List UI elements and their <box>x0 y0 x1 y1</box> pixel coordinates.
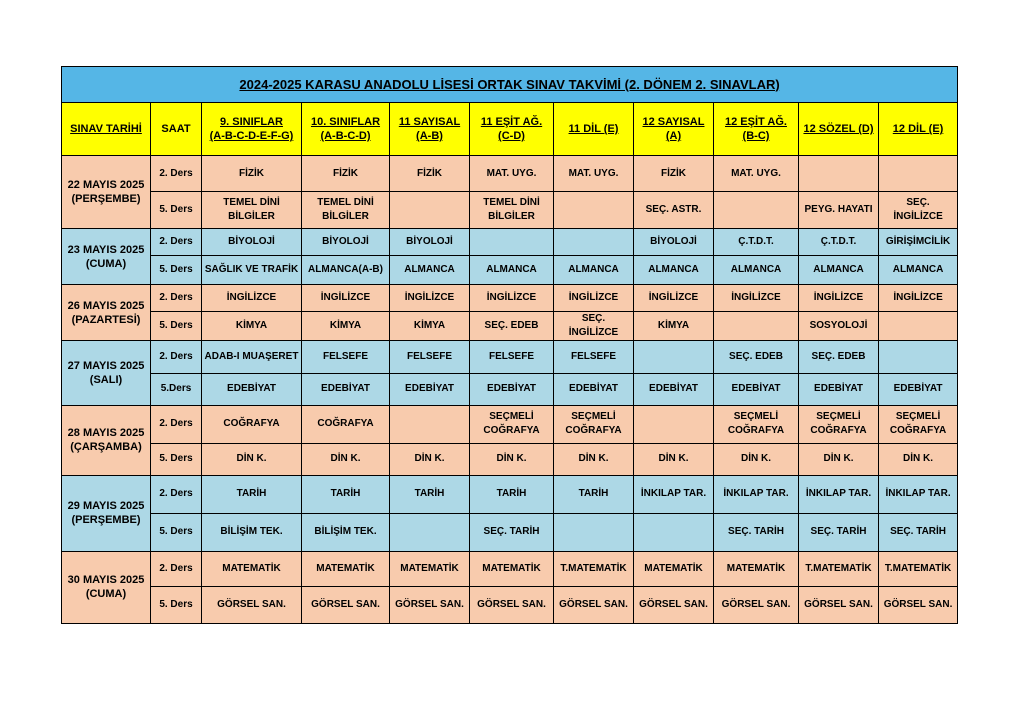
exam-subject-cell: DİN K. <box>554 443 634 475</box>
exam-subject-cell: COĞRAFYA <box>202 405 302 443</box>
exam-subject-cell: EDEBİYAT <box>799 373 879 405</box>
exam-subject-cell: KİMYA <box>390 312 470 341</box>
exam-subject-cell: EDEBİYAT <box>879 373 958 405</box>
column-header: 12 SAYISAL (A) <box>634 103 714 156</box>
table-row <box>62 156 958 192</box>
lesson-period-cell: 2. Ders <box>151 156 202 192</box>
exam-subject-cell: BİLİŞİM TEK. <box>302 513 390 551</box>
title-row <box>62 67 958 103</box>
exam-subject-cell: PEYG. HAYATI <box>799 192 879 229</box>
table-row <box>62 475 958 513</box>
exam-subject-cell: DİN K. <box>879 443 958 475</box>
lesson-period-cell: 5. Ders <box>151 443 202 475</box>
exam-subject-cell: MAT. UYG. <box>554 156 634 192</box>
exam-subject-cell <box>390 513 470 551</box>
exam-subject-cell <box>390 192 470 229</box>
exam-subject-cell: SEÇ. TARİH <box>799 513 879 551</box>
table-row <box>62 373 958 405</box>
exam-date-cell: 23 MAYIS 2025 (CUMA) <box>62 229 151 285</box>
exam-subject-cell: EDEBİYAT <box>302 373 390 405</box>
exam-subject-cell: FİZİK <box>302 156 390 192</box>
exam-subject-cell: T.MATEMATİK <box>799 551 879 586</box>
exam-subject-cell: TARİH <box>302 475 390 513</box>
exam-subject-cell: EDEBİYAT <box>202 373 302 405</box>
exam-subject-cell <box>390 405 470 443</box>
exam-subject-cell: İNGİLİZCE <box>634 285 714 312</box>
exam-date-cell: 27 MAYIS 2025 (SALI) <box>62 341 151 405</box>
table-row <box>62 551 958 586</box>
exam-subject-cell: SEÇ. TARİH <box>714 513 799 551</box>
exam-subject-cell: TEMEL DİNİ BİLGİLER <box>470 192 554 229</box>
column-header: 11 EŞİT AĞ. (C-D) <box>470 103 554 156</box>
column-header: 9. SINIFLAR (A-B-C-D-E-F-G) <box>202 103 302 156</box>
exam-subject-cell: DİN K. <box>799 443 879 475</box>
exam-subject-cell: DİN K. <box>390 443 470 475</box>
exam-subject-cell: GÖRSEL SAN. <box>554 586 634 623</box>
exam-subject-cell <box>634 513 714 551</box>
exam-subject-cell: İNGİLİZCE <box>554 285 634 312</box>
table-row <box>62 586 958 623</box>
column-header: 12 EŞİT AĞ. (B-C) <box>714 103 799 156</box>
exam-subject-cell: KİMYA <box>302 312 390 341</box>
exam-subject-cell: GÖRSEL SAN. <box>799 586 879 623</box>
exam-subject-cell: GÖRSEL SAN. <box>714 586 799 623</box>
exam-subject-cell: GÖRSEL SAN. <box>390 586 470 623</box>
exam-subject-cell: İNGİLİZCE <box>879 285 958 312</box>
lesson-period-cell: 2. Ders <box>151 229 202 256</box>
exam-subject-cell: SEÇMELİ COĞRAFYA <box>879 405 958 443</box>
exam-subject-cell: BİYOLOJİ <box>634 229 714 256</box>
lesson-period-cell: 2. Ders <box>151 475 202 513</box>
exam-subject-cell: İNGİLİZCE <box>202 285 302 312</box>
exam-subject-cell: EDEBİYAT <box>634 373 714 405</box>
exam-subject-cell: İNGİLİZCE <box>799 285 879 312</box>
exam-subject-cell: GÖRSEL SAN. <box>302 586 390 623</box>
exam-subject-cell: SEÇMELİ COĞRAFYA <box>799 405 879 443</box>
exam-subject-cell: EDEBİYAT <box>390 373 470 405</box>
exam-subject-cell: TARİH <box>554 475 634 513</box>
exam-subject-cell: ALMANCA <box>879 256 958 285</box>
table-row <box>62 256 958 285</box>
lesson-period-cell: 5. Ders <box>151 586 202 623</box>
exam-subject-cell: ALMANCA <box>799 256 879 285</box>
exam-schedule-table <box>61 66 958 624</box>
exam-subject-cell: SEÇ. TARİH <box>470 513 554 551</box>
exam-subject-cell: FELSEFE <box>302 341 390 373</box>
lesson-period-cell: 2. Ders <box>151 405 202 443</box>
exam-subject-cell <box>554 229 634 256</box>
exam-subject-cell: SEÇ. İNGİLİZCE <box>879 192 958 229</box>
exam-subject-cell <box>714 312 799 341</box>
exam-subject-cell: SEÇMELİ COĞRAFYA <box>554 405 634 443</box>
table-row <box>62 285 958 312</box>
column-header: SAAT <box>151 103 202 156</box>
exam-subject-cell: SOSYOLOJİ <box>799 312 879 341</box>
exam-subject-cell <box>879 341 958 373</box>
lesson-period-cell: 2. Ders <box>151 551 202 586</box>
exam-subject-cell: SEÇ. EDEB <box>714 341 799 373</box>
exam-subject-cell <box>799 156 879 192</box>
exam-subject-cell: SEÇ. TARİH <box>879 513 958 551</box>
exam-subject-cell: MAT. UYG. <box>470 156 554 192</box>
exam-subject-cell: TARİH <box>202 475 302 513</box>
table-row <box>62 405 958 443</box>
exam-subject-cell: MATEMATİK <box>634 551 714 586</box>
exam-subject-cell: DİN K. <box>302 443 390 475</box>
exam-subject-cell: EDEBİYAT <box>554 373 634 405</box>
exam-subject-cell: SEÇ. İNGİLİZCE <box>554 312 634 341</box>
exam-subject-cell <box>554 192 634 229</box>
exam-subject-cell: GÖRSEL SAN. <box>634 586 714 623</box>
lesson-period-cell: 2. Ders <box>151 285 202 312</box>
exam-subject-cell: SAĞLIK VE TRAFİK <box>202 256 302 285</box>
exam-subject-cell: T.MATEMATİK <box>554 551 634 586</box>
exam-subject-cell <box>879 312 958 341</box>
exam-subject-cell: GÖRSEL SAN. <box>879 586 958 623</box>
exam-subject-cell: FELSEFE <box>554 341 634 373</box>
exam-date-cell: 22 MAYIS 2025 (PERŞEMBE) <box>62 156 151 229</box>
exam-subject-cell: FELSEFE <box>470 341 554 373</box>
column-header: 12 DİL (E) <box>879 103 958 156</box>
exam-subject-cell: ALMANCA <box>390 256 470 285</box>
lesson-period-cell: 5. Ders <box>151 312 202 341</box>
column-header: SINAV TARİHİ <box>62 103 151 156</box>
lesson-period-cell: 5. Ders <box>151 192 202 229</box>
exam-subject-cell: İNGİLİZCE <box>390 285 470 312</box>
exam-subject-cell: FELSEFE <box>390 341 470 373</box>
exam-subject-cell: SEÇ. ASTR. <box>634 192 714 229</box>
header-row <box>62 103 958 156</box>
exam-subject-cell: GÖRSEL SAN. <box>470 586 554 623</box>
exam-subject-cell: İNKILAP TAR. <box>879 475 958 513</box>
exam-subject-cell: ALMANCA <box>714 256 799 285</box>
exam-subject-cell <box>714 192 799 229</box>
exam-subject-cell: GÖRSEL SAN. <box>202 586 302 623</box>
exam-subject-cell: BİYOLOJİ <box>390 229 470 256</box>
exam-subject-cell: BİYOLOJİ <box>302 229 390 256</box>
exam-subject-cell <box>634 405 714 443</box>
exam-subject-cell: SEÇMELİ COĞRAFYA <box>714 405 799 443</box>
exam-subject-cell: GİRİŞİMCİLİK <box>879 229 958 256</box>
exam-subject-cell: EDEBİYAT <box>470 373 554 405</box>
table-row <box>62 341 958 373</box>
exam-subject-cell: DİN K. <box>470 443 554 475</box>
exam-subject-cell: MATEMATİK <box>714 551 799 586</box>
exam-subject-cell <box>554 513 634 551</box>
exam-subject-cell: BİYOLOJİ <box>202 229 302 256</box>
exam-subject-cell: SEÇMELİ COĞRAFYA <box>470 405 554 443</box>
exam-subject-cell: KİMYA <box>634 312 714 341</box>
column-header: 11 DİL (E) <box>554 103 634 156</box>
exam-subject-cell: İNKILAP TAR. <box>799 475 879 513</box>
lesson-period-cell: 5. Ders <box>151 256 202 285</box>
exam-subject-cell <box>470 229 554 256</box>
exam-subject-cell: FİZİK <box>634 156 714 192</box>
lesson-period-cell: 5.Ders <box>151 373 202 405</box>
exam-subject-cell: MAT. UYG. <box>714 156 799 192</box>
exam-subject-cell: TEMEL DİNİ BİLGİLER <box>302 192 390 229</box>
exam-subject-cell: DİN K. <box>202 443 302 475</box>
exam-subject-cell: TEMEL DİNİ BİLGİLER <box>202 192 302 229</box>
exam-subject-cell: DİN K. <box>634 443 714 475</box>
column-header: 11 SAYISAL (A-B) <box>390 103 470 156</box>
exam-subject-cell: KİMYA <box>202 312 302 341</box>
exam-subject-cell <box>634 341 714 373</box>
exam-date-cell: 28 MAYIS 2025 (ÇARŞAMBA) <box>62 405 151 475</box>
exam-subject-cell <box>879 156 958 192</box>
exam-subject-cell: MATEMATİK <box>390 551 470 586</box>
table-row <box>62 192 958 229</box>
exam-subject-cell: BİLİŞİM TEK. <box>202 513 302 551</box>
exam-date-cell: 29 MAYIS 2025 (PERŞEMBE) <box>62 475 151 551</box>
exam-subject-cell: TARİH <box>390 475 470 513</box>
exam-subject-cell: ALMANCA <box>554 256 634 285</box>
exam-subject-cell: ADAB-I MUAŞERET <box>202 341 302 373</box>
exam-date-cell: 30 MAYIS 2025 (CUMA) <box>62 551 151 623</box>
column-header: 10. SINIFLAR (A-B-C-D) <box>302 103 390 156</box>
exam-subject-cell: DİN K. <box>714 443 799 475</box>
exam-subject-cell: ALMANCA <box>634 256 714 285</box>
exam-subject-cell: SEÇ. EDEB <box>799 341 879 373</box>
exam-subject-cell: İNGİLİZCE <box>714 285 799 312</box>
exam-subject-cell: Ç.T.D.T. <box>799 229 879 256</box>
exam-subject-cell: İNKILAP TAR. <box>634 475 714 513</box>
exam-subject-cell: ALMANCA <box>470 256 554 285</box>
exam-subject-cell: Ç.T.D.T. <box>714 229 799 256</box>
column-header: 12 SÖZEL (D) <box>799 103 879 156</box>
exam-subject-cell: SEÇ. EDEB <box>470 312 554 341</box>
exam-subject-cell: MATEMATİK <box>470 551 554 586</box>
exam-date-cell: 26 MAYIS 2025 (PAZARTESİ) <box>62 285 151 341</box>
exam-subject-cell: FİZİK <box>202 156 302 192</box>
exam-subject-cell: COĞRAFYA <box>302 405 390 443</box>
exam-subject-cell: MATEMATİK <box>302 551 390 586</box>
exam-subject-cell: EDEBİYAT <box>714 373 799 405</box>
exam-subject-cell: İNGİLİZCE <box>302 285 390 312</box>
table-row <box>62 312 958 341</box>
exam-subject-cell: TARİH <box>470 475 554 513</box>
table-row <box>62 513 958 551</box>
page-title: 2024-2025 KARASU ANADOLU LİSESİ ORTAK SINAV TAKVİMİ (2. DÖNEM 2. SINAVLAR) <box>62 67 958 103</box>
exam-subject-cell: FİZİK <box>390 156 470 192</box>
lesson-period-cell: 5. Ders <box>151 513 202 551</box>
table-row <box>62 443 958 475</box>
exam-subject-cell: İNGİLİZCE <box>470 285 554 312</box>
lesson-period-cell: 2. Ders <box>151 341 202 373</box>
exam-subject-cell: ALMANCA(A-B) <box>302 256 390 285</box>
table-row <box>62 229 958 256</box>
exam-subject-cell: İNKILAP TAR. <box>714 475 799 513</box>
exam-subject-cell: MATEMATİK <box>202 551 302 586</box>
exam-subject-cell: T.MATEMATİK <box>879 551 958 586</box>
